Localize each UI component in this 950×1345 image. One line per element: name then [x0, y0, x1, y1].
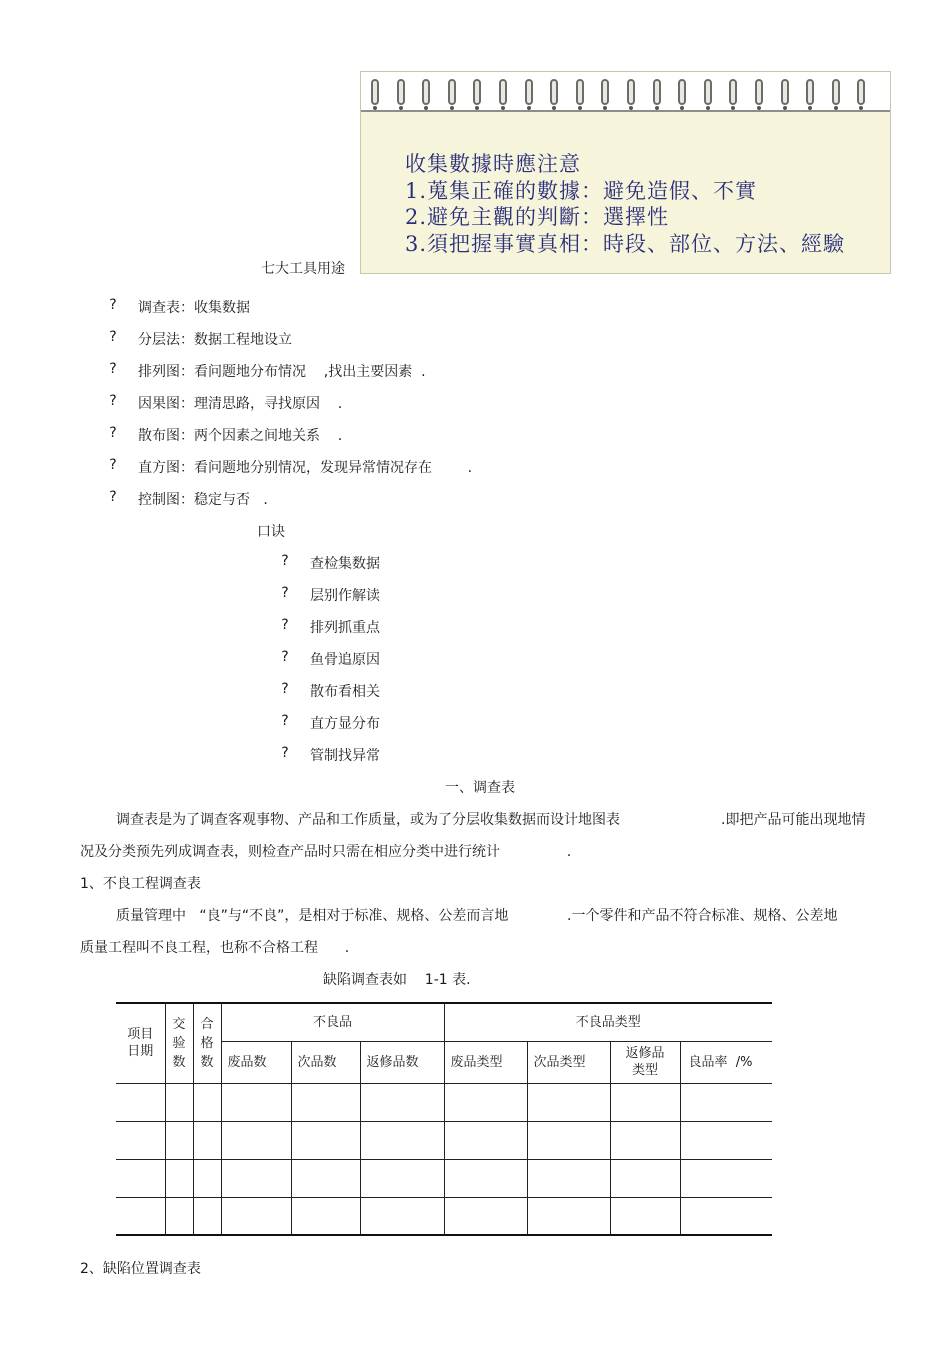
header-date-label: 日期	[127, 1044, 154, 1060]
notepad-ring	[397, 79, 405, 105]
header-item-label: 项目	[127, 1027, 154, 1043]
list-item: 鱼骨追原因	[310, 652, 380, 668]
list-item: 排列图：看问题地分布情况 ,找出主要因素 .	[138, 364, 426, 380]
notepad-ring	[832, 79, 840, 105]
notepad-ring	[857, 79, 865, 105]
header-defect-type-group: 不良品类型	[444, 1003, 772, 1041]
header-inspected: 交验数	[165, 1003, 193, 1083]
list-bullet: ?	[281, 553, 289, 569]
defect-table	[116, 1002, 772, 1236]
notepad-divider	[361, 110, 890, 112]
list-bullet: ?	[281, 649, 289, 665]
notepad-ring	[704, 79, 712, 105]
list-item: 散布看相关	[310, 684, 380, 700]
notepad-image	[360, 71, 891, 274]
list-item: 直方图：看问题地分别情况，发现异常情况存在 .	[138, 460, 473, 476]
notepad-line-4: 3.須把握事實真相：時段、部位、方法、經驗	[405, 232, 846, 256]
table-row	[116, 1197, 772, 1235]
notepad-ring	[627, 79, 635, 105]
list-bullet: ?	[109, 457, 117, 473]
notepad-ring	[806, 79, 814, 105]
notepad-ring	[473, 79, 481, 105]
list-bullet: ?	[281, 617, 289, 633]
header-yield-rate: 良品率 /%	[680, 1041, 772, 1083]
notepad-ring	[550, 79, 558, 105]
paragraph-text: 况及分类预先列成调查表，则检查产品时只需在相应分类中进行统计 .	[80, 844, 572, 860]
table-row	[116, 1083, 772, 1121]
list-item: 直方显分布	[310, 716, 380, 732]
notepad-line-1: 收集數據時應注意	[405, 152, 581, 176]
list-item: 散布图：两个因素之间地关系 .	[138, 428, 343, 444]
notepad-ring	[499, 79, 507, 105]
header-qualified: 合格数	[193, 1003, 221, 1083]
header-item-date	[116, 1003, 165, 1083]
list-bullet: ?	[109, 393, 117, 409]
notepad-ring	[422, 79, 430, 105]
list-bullet: ?	[109, 489, 117, 505]
table-row	[116, 1159, 772, 1197]
list-bullet: ?	[109, 425, 117, 441]
section-heading: 一、调查表	[445, 780, 515, 796]
header-rework-type: 返修品类型	[610, 1041, 680, 1083]
list-item: 层别作解读	[310, 588, 380, 604]
list-item: 因果图：理清思路，寻找原因 .	[138, 396, 343, 412]
notepad-ring	[653, 79, 661, 105]
notepad-ring	[601, 79, 609, 105]
header-scrap-type: 废品类型	[444, 1041, 527, 1083]
paragraph-text: 质量工程叫不良工程，也称不合格工程 .	[80, 940, 350, 956]
subsection-heading: 1、不良工程调查表	[80, 876, 201, 892]
list-item: 调查表：收集数据	[138, 300, 250, 316]
list-bullet: ?	[109, 361, 117, 377]
paragraph-text: 调查表是为了调查客观事物、产品和工作质量，或为了分层收集数据而设计地图表	[116, 812, 620, 828]
notepad-ring	[729, 79, 737, 105]
notepad-ring	[448, 79, 456, 105]
mnemonic-title: 口诀	[257, 524, 285, 540]
list-bullet: ?	[281, 745, 289, 761]
paragraph-text: 质量管理中 “良”与“不良”，是相对于标准、规格、公差而言地	[116, 908, 509, 924]
header-second-count: 次品数	[291, 1041, 360, 1083]
list-bullet: ?	[109, 329, 117, 345]
list-item: 控制图：稳定与否 .	[138, 492, 268, 508]
notepad-ring	[576, 79, 584, 105]
notepad-ring	[525, 79, 533, 105]
list-item: 查检集数据	[310, 556, 380, 572]
list-item: 分层法：数据工程地设立	[138, 332, 292, 348]
header-scrap-count: 废品数	[221, 1041, 291, 1083]
table-row	[116, 1121, 772, 1159]
list-bullet: ?	[281, 681, 289, 697]
list-bullet: ?	[109, 297, 117, 313]
notepad-ring	[755, 79, 763, 105]
notepad-ring	[781, 79, 789, 105]
paragraph-text: .一个零件和产品不符合标准、规格、公差地	[567, 908, 838, 924]
subsection-heading: 2、缺陷位置调查表	[80, 1261, 201, 1277]
list-bullet: ?	[281, 585, 289, 601]
notepad-ring	[678, 79, 686, 105]
paragraph-text: .即把产品可能出现地情	[721, 812, 866, 828]
table-caption: 缺陷调查表如 1-1 表.	[323, 972, 471, 988]
list-item: 排列抓重点	[310, 620, 380, 636]
notepad-ring	[371, 79, 379, 105]
list-item: 管制找异常	[310, 748, 380, 764]
notepad-line-2: 1.蒐集正確的數據：避免造假、不實	[405, 179, 758, 203]
tools-title: 七大工具用途	[261, 261, 345, 277]
header-rework-count: 返修品数	[360, 1041, 444, 1083]
header-second-type: 次品类型	[527, 1041, 610, 1083]
list-bullet: ?	[281, 713, 289, 729]
notepad-line-3: 2.避免主觀的判斷：選擇性	[405, 205, 670, 229]
header-defective-group: 不良品	[221, 1003, 444, 1041]
